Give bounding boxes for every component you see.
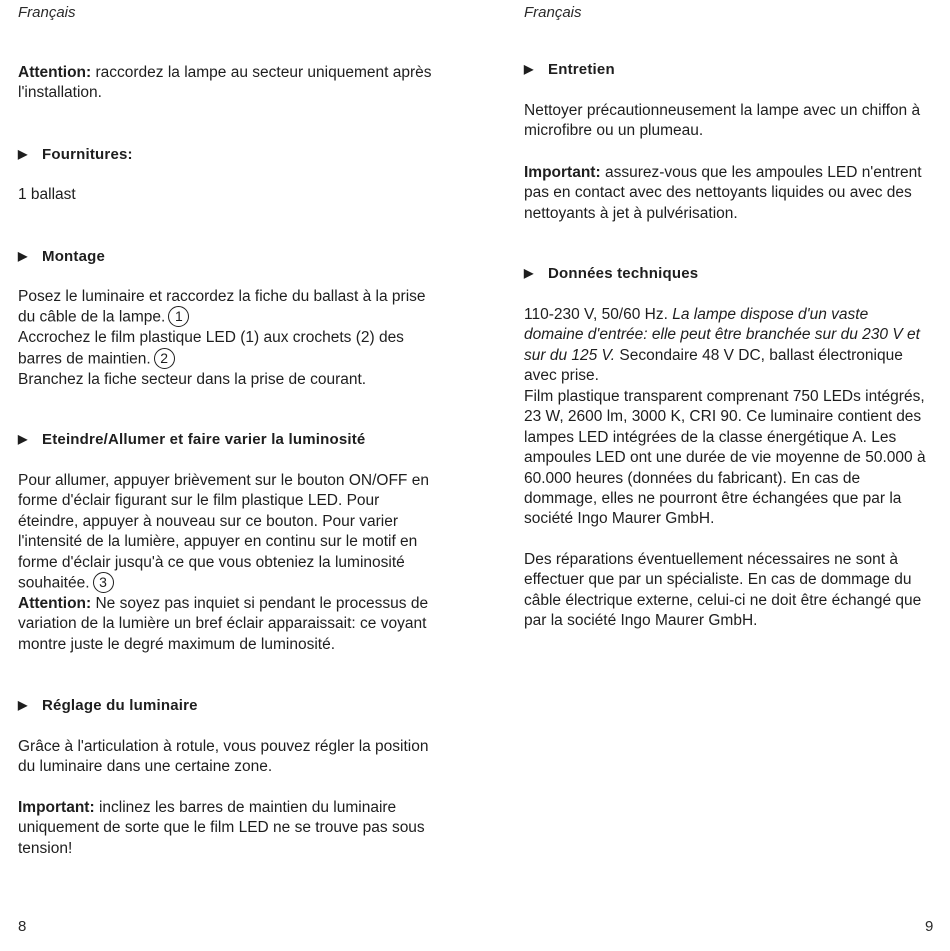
attention-note	[18, 63, 438, 104]
language-label-left: Français	[18, 4, 76, 21]
triangle-right-icon: ▶	[18, 698, 28, 712]
montage-steps	[18, 287, 438, 390]
page-number-left: 8	[18, 918, 27, 935]
triangle-right-icon: ▶	[18, 147, 28, 161]
heading-donnees-text: Données techniques	[548, 265, 699, 282]
step-3-marker: 3	[93, 572, 114, 593]
donnees-voltage: 110-230 V, 50/60 Hz.	[524, 306, 673, 323]
important-reglage-text: inclinez les barres de maintien du luminaire uniquement de sorte que le film LED ne se trouve pas sous tension!	[18, 799, 425, 857]
step-2-marker: 2	[154, 348, 175, 369]
important-entretien-label: Important:	[524, 164, 601, 181]
eteindre-text	[18, 471, 438, 594]
attention-dimming-label: Attention:	[18, 595, 92, 612]
heading-entretien-text: Entretien	[548, 61, 615, 78]
heading-eteindre	[18, 430, 438, 450]
donnees-paragraph-2: Film plastique transparent comprenant 750 LEDs intégrés, 23 W, 2600 lm, 3000 K, CRI 90. Ce luminaire contient des lampes LED intégrées de la classe énergétique A. Les ampoules LED ont une durée de vie moyenne de 50.000 à 60.000 heures (données du fabricant). En cas de dommage, elles ne pourront être échangées que par la société Ingo Maurer GmbH.	[524, 388, 926, 528]
reglage-text: Grâce à l'articulation à rotule, vous pouvez régler la position du luminaire dans une certaine zone.	[18, 738, 429, 776]
donnees-paragraph-1	[524, 305, 929, 387]
triangle-right-icon: ▶	[524, 266, 534, 280]
page-number-right: 9	[925, 918, 934, 935]
heading-eteindre-text: Eteindre/Allumer et faire varier la luminosité	[42, 431, 366, 448]
heading-fournitures	[18, 145, 438, 165]
fournitures-text: 1 ballast	[18, 186, 76, 203]
eteindre-body: Pour allumer, appuyer brièvement sur le bouton ON/OFF en forme d'éclair figurant sur le film plastique LED. Pour éteindre, appuyer à nouveau sur ce bouton. Pour varier l'intensité de la lumière, appuyer en continu sur le motif en forme d'éclair jusqu'à ce que vous obteniez la luminosité souhaitée.	[18, 472, 429, 592]
heading-fournitures-text: Fournitures:	[42, 146, 133, 163]
attention-dimming-text: Ne soyez pas inquiet si pendant le processus de variation de la lumière un bref éclair apparaissait: ce voyant montre juste le degré maximum de luminosité.	[18, 595, 429, 653]
triangle-right-icon: ▶	[18, 249, 28, 263]
donnees-paragraph-3: Des réparations éventuellement nécessaires ne sont à effectuer que par un spécialiste. En cas de dommage du câble électrique externe, celui-ci ne doit être échangé que par la société Ingo Maurer GmbH.	[524, 551, 922, 630]
heading-reglage-text: Réglage du luminaire	[42, 697, 198, 714]
heading-entretien	[524, 60, 929, 80]
attention-text: raccordez la lampe au secteur uniquement après l'installation.	[18, 64, 432, 102]
attention-dimming-note	[18, 594, 438, 655]
montage-line-2: Accrochez le film plastique LED (1) aux crochets (2) des barres de maintien.	[18, 329, 404, 368]
important-reglage-note	[18, 798, 438, 859]
heading-reglage	[18, 696, 438, 716]
language-label-right: Français	[524, 4, 582, 21]
attention-label: Attention:	[18, 64, 92, 81]
important-entretien-text: assurez-vous que les ampoules LED n'entrent pas en contact avec des nettoyants liquides ou avec des nettoyants à jet à pulvérisation.	[524, 164, 922, 222]
step-1-marker: 1	[168, 306, 189, 327]
important-entretien-note	[524, 163, 929, 224]
important-reglage-label: Important:	[18, 799, 95, 816]
montage-line-3: Branchez la fiche secteur dans la prise de courant.	[18, 370, 367, 388]
triangle-right-icon: ▶	[524, 62, 534, 76]
heading-montage-text: Montage	[42, 248, 106, 265]
heading-montage	[18, 247, 438, 267]
montage-line-1: Posez le luminaire et raccordez la fiche du ballast à la prise du câble de la lampe.	[18, 288, 426, 326]
heading-donnees	[524, 264, 929, 284]
donnees-secondary: Secondaire 48 V DC, ballast électronique avec prise.	[524, 346, 903, 385]
entretien-text: Nettoyer précautionneusement la lampe avec un chiffon à microfibre ou un plumeau.	[524, 102, 921, 140]
triangle-right-icon: ▶	[18, 432, 28, 446]
donnees-input-range: La lampe dispose d'un vaste domaine d'entrée: elle peut être branchée sur du 230 V et sur du 125 V.	[524, 306, 920, 364]
